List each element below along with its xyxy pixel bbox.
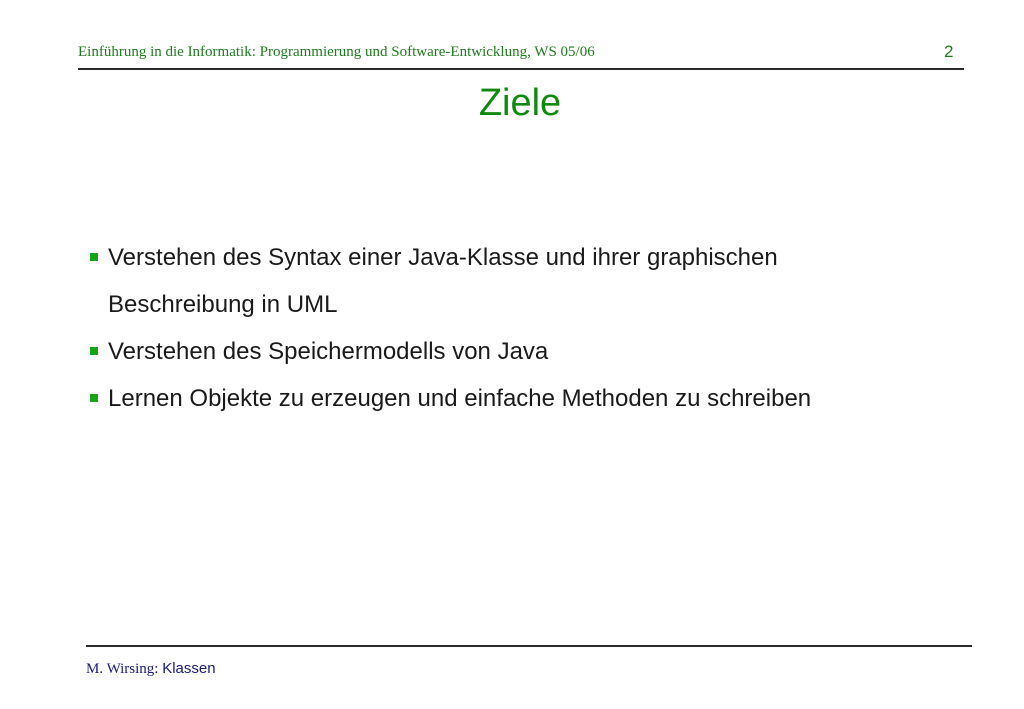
footer-author: M. Wirsing: bbox=[86, 661, 159, 677]
bullet-text: Verstehen des Syntax einer Java-Klasse und ihrer graphischen bbox=[108, 244, 778, 271]
footer-topic: Klassen bbox=[162, 660, 216, 677]
list-item bbox=[88, 328, 811, 375]
footer bbox=[86, 660, 216, 678]
bullet-text: Lernen Objekte zu erzeugen und einfache Methoden zu schreiben bbox=[108, 385, 812, 412]
page-number: 2 bbox=[944, 42, 954, 61]
bullet-text: Verstehen des Speichermodells von Java bbox=[108, 338, 549, 365]
list-item bbox=[88, 234, 811, 328]
square-bullet-icon bbox=[90, 394, 98, 402]
footer-divider bbox=[86, 645, 972, 647]
course-header: Einführung in die Informatik: Programmierung und Software-Entwicklung, WS 05/06 bbox=[78, 44, 595, 60]
square-bullet-icon bbox=[90, 347, 98, 355]
square-bullet-icon bbox=[90, 253, 98, 261]
goals-list bbox=[88, 234, 811, 422]
list-item bbox=[88, 375, 811, 422]
header-divider bbox=[78, 68, 964, 70]
slide-title: Ziele bbox=[478, 82, 562, 124]
bullet-text-continued: Beschreibung in UML bbox=[108, 291, 338, 318]
